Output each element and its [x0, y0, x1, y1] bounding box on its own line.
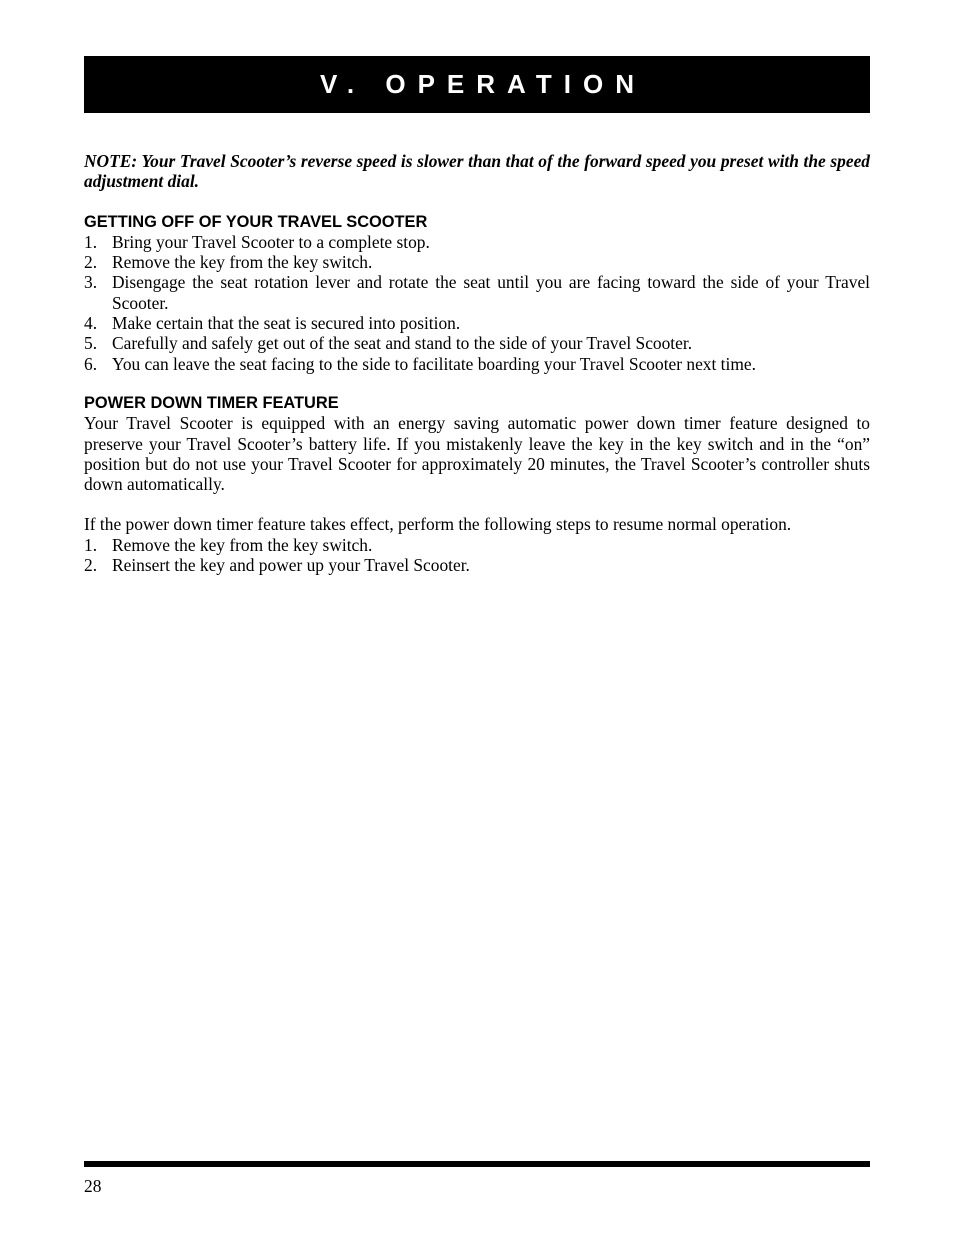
section-title-bar	[84, 56, 870, 113]
step-text: Remove the key from the key switch.	[112, 252, 373, 273]
page-number: 28	[84, 1176, 102, 1196]
step-number: 6.	[84, 353, 98, 374]
step-number: 2.	[84, 555, 98, 576]
step-text: Remove the key from the key switch.	[112, 534, 373, 555]
power-down-resume-intro: If the power down timer feature takes effect, perform the following steps to resume normal operation.	[84, 514, 792, 535]
step-text: Make certain that the seat is secured into position.	[112, 313, 461, 334]
list-item	[84, 232, 870, 252]
step-number: 5.	[84, 333, 98, 354]
list-item	[84, 333, 870, 353]
section-title: V. OPERATION	[319, 69, 647, 99]
step-number: 4.	[84, 313, 98, 334]
list-item	[84, 252, 870, 272]
page-content	[84, 151, 870, 575]
step-number: 3.	[84, 272, 98, 293]
step-number: 1.	[84, 231, 98, 252]
list-item	[84, 313, 870, 333]
list-item	[84, 272, 870, 313]
step-text: Reinsert the key and power up your Travel Scooter.	[112, 555, 470, 576]
step-text: Disengage the seat rotation lever and rotate the seat until you are facing toward the side of your Travel Scooter.	[112, 272, 870, 313]
step-text: Carefully and safely get out of the seat and stand to the side of your Travel Scooter.	[112, 333, 693, 354]
footer-rule	[84, 1161, 870, 1167]
step-number: 1.	[84, 534, 98, 555]
step-number: 2.	[84, 252, 98, 273]
list-item	[84, 535, 870, 555]
getting-off-heading: GETTING OFF OF YOUR TRAVEL SCOOTER	[84, 212, 428, 231]
step-text: You can leave the seat facing to the side to facilitate boarding your Travel Scooter next time.	[112, 353, 756, 374]
step-text: Bring your Travel Scooter to a complete stop.	[112, 231, 430, 252]
power-down-heading: POWER DOWN TIMER FEATURE	[84, 393, 339, 412]
list-item	[84, 354, 870, 374]
power-down-steps	[84, 535, 870, 576]
reverse-speed-note: NOTE: Your Travel Scooter’s reverse speed is slower than that of the forward speed you preset with the speed adjustment dial.	[84, 151, 870, 192]
getting-off-steps	[84, 232, 870, 374]
power-down-description: Your Travel Scooter is equipped with an energy saving automatic power down timer feature designed to preserve your Travel Scooter’s battery life. If you mistakenly leave the key in the key switch and in the “on” position but do not use your Travel Scooter for approximately 20 minutes, the Travel Scooter’s controller shuts down automatically.	[84, 413, 870, 495]
list-item	[84, 555, 870, 575]
